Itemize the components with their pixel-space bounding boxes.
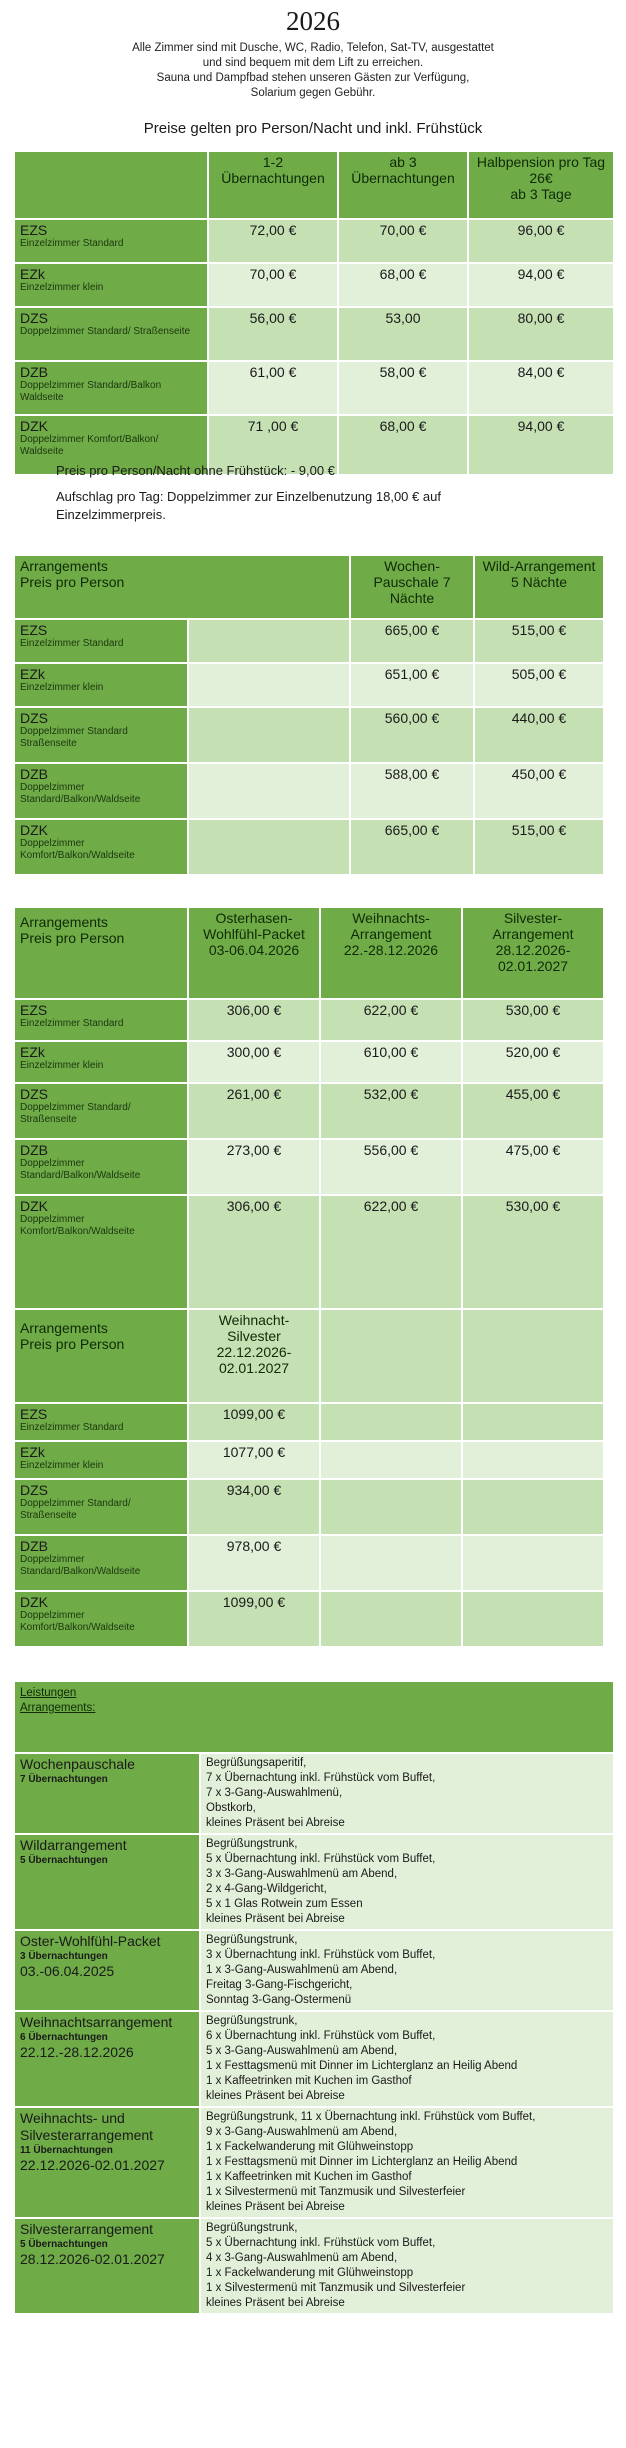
arrangements-title-line: Arrangements (20, 558, 108, 574)
table-row (15, 620, 603, 662)
service-details-cell (201, 2012, 613, 2106)
service-detail-line: 1 x 3-Gang-Auswahlmenü am Abend, (206, 1964, 398, 1976)
service-nights: 5 Übernachtungen (20, 2239, 108, 2250)
header-easter-package: Osterhasen-Wohlfühl-Packet 03-06.04.2026 (189, 908, 319, 998)
price-christmas-newyear: 978,00 € (189, 1536, 319, 1590)
price-half-board: 94,00 € (469, 416, 613, 474)
room-description: Doppelzimmer Standard/ Straßenseite (20, 1102, 131, 1125)
empty-cell (189, 664, 349, 706)
service-detail-line: 5 x 1 Glas Rotwein zum Essen (206, 1898, 363, 1910)
service-name-cell (15, 2012, 199, 2106)
price-newyear: 520,00 € (463, 1042, 603, 1082)
table-row (15, 1000, 603, 1040)
price-christmas: 532,00 € (321, 1084, 461, 1138)
room-code: EZS (20, 222, 48, 238)
service-detail-line: 1 x Festtagsmenü mit Dinner im Lichterglanz an Heilig Abend (206, 2156, 518, 2168)
page-title: 2026 (286, 6, 340, 36)
arrangements-title-line: Preis pro Person (20, 574, 125, 590)
price-easter-package: 273,00 € (189, 1140, 319, 1194)
table-row (15, 1480, 603, 1534)
price-week-package: 588,00 € (351, 764, 473, 818)
services-title-line: Arrangements: (20, 1702, 96, 1714)
header-wild-arrangement: Wild-Arrangement 5 Nächte (475, 556, 603, 618)
room-category-cell (15, 820, 187, 874)
price-3-plus-nights: 70,00 € (339, 220, 467, 262)
price-wild-arrangement: 450,00 € (475, 764, 603, 818)
price-3-plus-nights: 68,00 € (339, 264, 467, 306)
empty-cell (321, 1442, 461, 1478)
arrangement-table-week-wild (13, 554, 605, 876)
price-half-board: 80,00 € (469, 308, 613, 360)
price-christmas: 556,00 € (321, 1140, 461, 1194)
arrangements-title (15, 1310, 187, 1402)
room-code: EZk (20, 666, 45, 682)
room-code: DZK (20, 822, 48, 838)
table-row (15, 264, 613, 306)
intro-line: Sauna und Dampfbad stehen unseren Gästen zur Verfügung, (156, 72, 470, 84)
service-detail-line: 4 x 3-Gang-Auswahlmenü am Abend, (206, 2252, 398, 2264)
service-details-cell (201, 2108, 613, 2217)
seasonal-rows (15, 1000, 603, 1308)
price-christmas-newyear: 934,00 € (189, 1480, 319, 1534)
service-name-cell (15, 2108, 199, 2217)
room-code: DZS (20, 310, 48, 326)
table-row (15, 664, 603, 706)
room-category-cell (15, 1196, 187, 1308)
room-code: DZK (20, 1594, 48, 1610)
service-detail-line: 3 x 3-Gang-Auswahlmenü am Abend, (206, 1868, 398, 1880)
service-detail-line: Freitag 3-Gang-Fischgericht, (206, 1979, 353, 1991)
table-row (15, 1196, 603, 1308)
service-detail-line: 1 x Fackelwanderung mit Glühweinstopp (206, 2141, 414, 2153)
table-row (15, 764, 603, 818)
arrangements-title-line: Arrangements (20, 914, 108, 930)
empty-cell (321, 1480, 461, 1534)
service-detail-line: 6 x Übernachtung inkl. Frühstück vom Buffet, (206, 2030, 436, 2042)
service-name: Oster-Wohlfühl-Packet (20, 1933, 161, 1949)
service-details-cell (201, 2219, 613, 2313)
price-christmas-newyear: 1077,00 € (189, 1442, 319, 1478)
empty-cell (321, 1404, 461, 1440)
room-description: Einzelzimmer Standard (20, 638, 124, 649)
price-newyear: 530,00 € (463, 1000, 603, 1040)
empty-cell (189, 620, 349, 662)
price-christmas-newyear: 1099,00 € (189, 1404, 319, 1440)
service-dates: 03.-06.04.2025 (20, 1963, 115, 1979)
table-row (15, 220, 613, 262)
price-christmas-newyear: 1099,00 € (189, 1592, 319, 1646)
service-detail-line: Begrüßungstrunk, (206, 1934, 298, 1946)
room-code: DZB (20, 1142, 48, 1158)
room-code: EZk (20, 1444, 45, 1460)
service-detail-line: Begrüßungstrunk, 11 x Übernachtung inkl. Frühstück vom Buffet, (206, 2111, 536, 2123)
service-name-cell (15, 1835, 199, 1929)
service-detail-line: 3 x Übernachtung inkl. Frühstück vom Buffet, (206, 1949, 436, 1961)
empty-cell (463, 1310, 603, 1402)
price-newyear: 530,00 € (463, 1196, 603, 1308)
service-detail-line: 1 x Festtagsmenü mit Dinner im Lichterglanz an Heilig Abend (206, 2060, 518, 2072)
price-half-board: 84,00 € (469, 362, 613, 414)
service-detail-line: 1 x Silvestermenü mit Tanzmusik und Silvesterfeier (206, 2282, 466, 2294)
empty-cell (463, 1442, 603, 1478)
room-code: DZS (20, 1482, 48, 1498)
service-name-cell (15, 1754, 199, 1833)
empty-cell (189, 764, 349, 818)
room-code: DZK (20, 418, 48, 434)
room-description: Doppelzimmer Standard Straßenseite (20, 726, 128, 749)
price-half-board: 96,00 € (469, 220, 613, 262)
service-detail-line: 5 x 3-Gang-Auswahlmenü am Abend, (206, 2045, 398, 2057)
service-detail-line: 5 x Übernachtung inkl. Frühstück vom Buffet, (206, 2237, 436, 2249)
room-code: EZS (20, 622, 48, 638)
table-row (15, 1442, 603, 1478)
service-detail-line: Obstkorb, (206, 1802, 256, 1814)
service-details-cell (201, 1754, 613, 1833)
empty-cell (321, 1536, 461, 1590)
room-category-cell (15, 362, 207, 414)
price-1-2-nights: 56,00 € (209, 308, 337, 360)
room-description: Doppelzimmer Standard/Balkon/Waldseite (20, 1158, 141, 1181)
arrangements-title-line: Preis pro Person (20, 1336, 125, 1352)
price-newyear: 455,00 € (463, 1084, 603, 1138)
service-row (15, 2012, 613, 2106)
intro-line: Alle Zimmer sind mit Dusche, WC, Radio, Telefon, Sat-TV, ausgestattet (132, 42, 494, 54)
room-description: Einzelzimmer Standard (20, 1018, 124, 1029)
table-row (15, 820, 603, 874)
header-christmas-arrangement: Weihnachts-Arrangement 22.-28.12.2026 (321, 908, 461, 998)
empty-cell (463, 1592, 603, 1646)
table-row (15, 1536, 603, 1590)
empty-cell (463, 1480, 603, 1534)
room-category-cell (15, 708, 187, 762)
room-code: DZS (20, 710, 48, 726)
service-detail-line: kleines Präsent bei Abreise (206, 2090, 345, 2102)
price-christmas: 610,00 € (321, 1042, 461, 1082)
room-code: DZB (20, 766, 48, 782)
service-detail-line: kleines Präsent bei Abreise (206, 2201, 345, 2213)
header-christmas-newyear: Weihnacht-Silvester 22.12.2026-02.01.2027 (189, 1310, 319, 1402)
room-category-cell (15, 1404, 187, 1440)
room-code: EZk (20, 1044, 45, 1060)
service-details-cell (201, 1931, 613, 2010)
intro-text (0, 41, 626, 101)
room-description: Einzelzimmer klein (20, 282, 104, 293)
half-board-label: Halbpension pro Tag 26€ (476, 154, 606, 186)
header-empty-cell (15, 152, 207, 218)
price-3-plus-nights: 58,00 € (339, 362, 467, 414)
price-1-2-nights: 72,00 € (209, 220, 337, 262)
price-week-package: 665,00 € (351, 620, 473, 662)
table-row (15, 1404, 603, 1440)
service-dates: 22.12.-28.12.2026 (20, 2044, 134, 2060)
service-dates: 22.12.2026-02.01.2027 (20, 2157, 165, 2173)
service-detail-line: Begrüßungstrunk, (206, 2015, 298, 2027)
room-code: DZB (20, 364, 48, 380)
header-3-plus-nights: ab 3 Übernachtungen (339, 152, 467, 218)
room-category-cell (15, 1592, 187, 1646)
room-category-cell (15, 308, 207, 360)
service-name: Silvesterarrangement (20, 2221, 154, 2237)
service-detail-line: 2 x 4-Gang-Wildgericht, (206, 1883, 327, 1895)
room-description: Einzelzimmer klein (20, 1460, 104, 1471)
room-description: Einzelzimmer Standard (20, 238, 124, 249)
price-1-2-nights: 71 ,00 € (209, 416, 337, 474)
price-week-package: 651,00 € (351, 664, 473, 706)
price-half-board: 94,00 € (469, 264, 613, 306)
price-3-plus-nights: 53,00 (339, 308, 467, 360)
room-description: Einzelzimmer klein (20, 682, 104, 693)
header-1-2-nights: 1-2 Übernachtungen (209, 152, 337, 218)
services-title-line: Leistungen (20, 1687, 77, 1699)
price-christmas: 622,00 € (321, 1000, 461, 1040)
price-1-2-nights: 61,00 € (209, 362, 337, 414)
room-code: EZk (20, 266, 45, 282)
price-easter-package: 306,00 € (189, 1196, 319, 1308)
service-detail-line: 1 x Silvestermenü mit Tanzmusik und Silvesterfeier (206, 2186, 466, 2198)
table-row (15, 1592, 603, 1646)
service-detail-line: 7 x 3-Gang-Auswahlmenü, (206, 1787, 343, 1799)
service-detail-line: Sonntag 3-Gang-Ostermenü (206, 1994, 352, 2006)
service-row (15, 2219, 613, 2313)
price-headline: Preise gelten pro Person/Nacht und inkl. Frühstück (143, 120, 483, 137)
empty-cell (321, 1592, 461, 1646)
service-name-cell (15, 2219, 199, 2313)
room-description: Doppelzimmer Standard/Balkon Waldseite (20, 380, 162, 403)
surcharge-note (56, 488, 526, 524)
price-wild-arrangement: 440,00 € (475, 708, 603, 762)
empty-cell (189, 708, 349, 762)
room-description: Einzelzimmer Standard (20, 1422, 124, 1433)
room-category-cell (15, 1536, 187, 1590)
service-detail-line: 5 x Übernachtung inkl. Frühstück vom Buffet, (206, 1853, 436, 1865)
room-code: EZS (20, 1002, 48, 1018)
service-details-cell (201, 1835, 613, 1929)
service-row (15, 1754, 613, 1833)
header-newyear-arrangement: Silvester-Arrangement 28.12.2026-02.01.2027 (463, 908, 603, 998)
empty-cell (321, 1310, 461, 1402)
header-week-package: Wochen-Pauschale 7 Nächte (351, 556, 473, 618)
room-description: Doppelzimmer Komfort/Balkon/Waldseite (20, 838, 135, 861)
services-title (15, 1682, 613, 1752)
service-nights: 3 Übernachtungen (20, 1951, 108, 1962)
room-description: Einzelzimmer klein (20, 1060, 104, 1071)
room-description: Doppelzimmer Standard/Balkon/Waldseite (20, 1554, 141, 1577)
room-category-cell (15, 620, 187, 662)
price-wild-arrangement: 515,00 € (475, 620, 603, 662)
service-detail-line: kleines Präsent bei Abreise (206, 1913, 345, 1925)
service-detail-line: Begrüßungsaperitif, (206, 1757, 307, 1769)
arrangement-table-seasonal (13, 906, 605, 1648)
empty-cell (463, 1536, 603, 1590)
room-category-cell (15, 1480, 187, 1534)
empty-cell (189, 820, 349, 874)
service-name: Weihnachtsarrangement (20, 2014, 173, 2030)
service-detail-line: Begrüßungstrunk, (206, 2222, 298, 2234)
room-code: DZS (20, 1086, 48, 1102)
price-newyear: 475,00 € (463, 1140, 603, 1194)
room-price-table (13, 150, 615, 476)
room-description: Doppelzimmer Standard/ Straßenseite (20, 326, 191, 337)
price-week-package: 665,00 € (351, 820, 473, 874)
room-description: Doppelzimmer Standard/ Straßenseite (20, 1498, 131, 1521)
service-name-cell (15, 1931, 199, 2010)
service-row (15, 2108, 613, 2217)
price-christmas: 622,00 € (321, 1196, 461, 1308)
services-table (13, 1680, 615, 2315)
room-category-cell (15, 1140, 187, 1194)
header-half-board (469, 152, 613, 218)
arrangements-title-line: Arrangements (20, 1320, 108, 1336)
room-category-cell (15, 1000, 187, 1040)
room-category-cell (15, 1042, 187, 1082)
room-description: Doppelzimmer Komfort/Balkon/Waldseite (20, 1214, 135, 1237)
table-row (15, 1042, 603, 1082)
service-detail-line: kleines Präsent bei Abreise (206, 1817, 345, 1829)
arrangements-title (15, 908, 187, 998)
price-week-package: 560,00 € (351, 708, 473, 762)
empty-cell (463, 1404, 603, 1440)
arrangements-title (15, 556, 349, 618)
arrangements-title-line: Preis pro Person (20, 930, 125, 946)
surcharge-line: Einzelzimmerpreis. (56, 507, 166, 522)
table-row (15, 1084, 603, 1138)
service-nights: 6 Übernachtungen (20, 2032, 108, 2043)
service-name: Wochenpauschale (20, 1756, 135, 1772)
price-easter-package: 306,00 € (189, 1000, 319, 1040)
service-nights: 11 Übernachtungen (20, 2145, 113, 2156)
room-category-cell (15, 1084, 187, 1138)
price-easter-package: 300,00 € (189, 1042, 319, 1082)
room-category-cell (15, 664, 187, 706)
service-detail-line: 7 x Übernachtung inkl. Frühstück vom Buffet, (206, 1772, 436, 1784)
service-detail-line: 1 x Fackelwanderung mit Glühweinstopp (206, 2267, 414, 2279)
room-category-cell (15, 220, 207, 262)
room-category-cell (15, 264, 207, 306)
room-description: Doppelzimmer Komfort/Balkon/ Waldseite (20, 434, 159, 457)
table-row (15, 308, 613, 360)
no-breakfast-note: Preis pro Person/Nacht ohne Frühstück: - 9,00 € (56, 463, 335, 478)
room-description: Doppelzimmer Komfort/Balkon/Waldseite (20, 1610, 135, 1633)
service-dates: 28.12.2026-02.01.2027 (20, 2251, 165, 2267)
service-detail-line: 1 x Kaffeetrinken mit Kuchen im Gasthof (206, 2075, 412, 2087)
service-name: Weihnachts- und Silvesterarrangement (20, 2110, 154, 2143)
room-description: Doppelzimmer Standard/Balkon/Waldseite (20, 782, 141, 805)
intro-line: und sind bequem mit dem Lift zu erreichen. (202, 57, 424, 69)
surcharge-line: Aufschlag pro Tag: Doppelzimmer zur Einzelbenutzung 18,00 € auf (56, 489, 441, 504)
table-row (15, 708, 603, 762)
service-name: Wildarrangement (20, 1837, 127, 1853)
service-row (15, 1931, 613, 2010)
table-row (15, 362, 613, 414)
room-category-cell (15, 764, 187, 818)
price-1-2-nights: 70,00 € (209, 264, 337, 306)
price-3-plus-nights: 68,00 € (339, 416, 467, 474)
table-row (15, 1140, 603, 1194)
room-category-cell (15, 1442, 187, 1478)
room-code: EZS (20, 1406, 48, 1422)
price-easter-package: 261,00 € (189, 1084, 319, 1138)
price-wild-arrangement: 515,00 € (475, 820, 603, 874)
service-nights: 5 Übernachtungen (20, 1855, 108, 1866)
service-row (15, 1835, 613, 1929)
half-board-note: ab 3 Tage (510, 186, 572, 202)
service-detail-line: 9 x 3-Gang-Auswahlmenü am Abend, (206, 2126, 398, 2138)
service-detail-line: 1 x Kaffeetrinken mit Kuchen im Gasthof (206, 2171, 412, 2183)
service-detail-line: Begrüßungstrunk, (206, 1838, 298, 1850)
intro-line: Solarium gegen Gebühr. (250, 87, 376, 99)
christmas-newyear-rows (15, 1404, 603, 1646)
service-detail-line: kleines Präsent bei Abreise (206, 2297, 345, 2309)
service-nights: 7 Übernachtungen (20, 1774, 108, 1785)
price-wild-arrangement: 505,00 € (475, 664, 603, 706)
room-code: DZK (20, 1198, 48, 1214)
room-code: DZB (20, 1538, 48, 1554)
